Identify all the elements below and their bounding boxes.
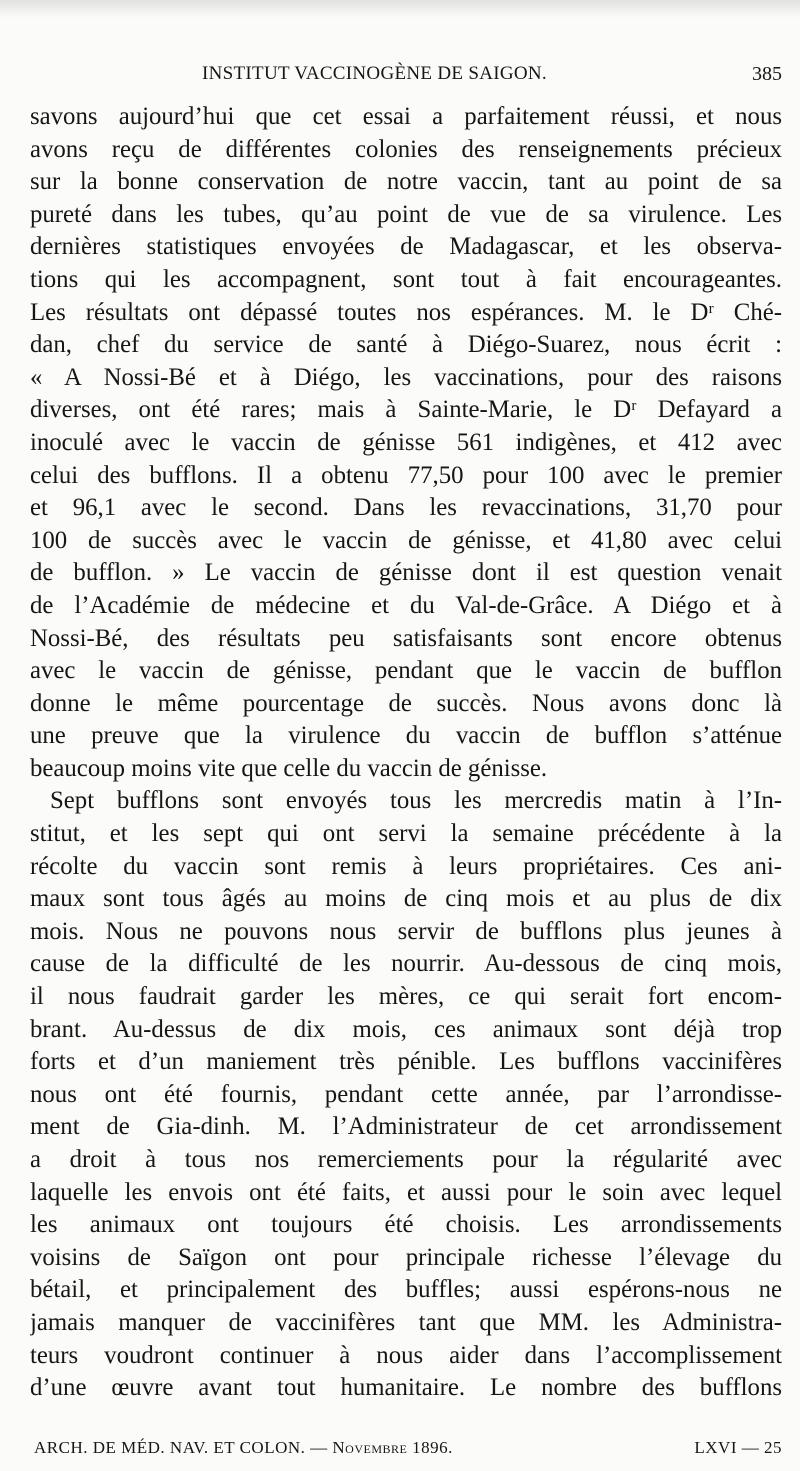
text-line: il nous faudrait garder les mères, ce qui serait fort encom-	[30, 983, 782, 1011]
text-line: une preuve que la virulence du vaccin de bufflon s’atténue	[30, 722, 782, 750]
running-title: INSTITUT VACCINOGÈNE DE SAIGON.	[202, 63, 547, 84]
text-line: voisins de Saïgon ont pour principale richesse l’élevage du	[30, 1243, 782, 1271]
text-line: Les résultats ont dépassé toutes nos espérances. M. le Dʳ Ché-	[30, 298, 782, 326]
text-line: de l’Académie de médecine et du Val-de-Grâce. A Diégo et à	[30, 591, 782, 619]
signature-mark: LXVI — 25	[694, 1438, 782, 1457]
text-line: diverses, ont été rares; mais à Sainte-Marie, le Dʳ Defayard a	[30, 396, 782, 424]
text-line-paragraph-end: beaucoup moins vite que celle du vaccin de génisse.	[30, 754, 548, 782]
text-line: dernières statistiques envoyées de Madagascar, et les observa-	[30, 233, 782, 261]
text-line: avec le vaccin de génisse, pendant que le vaccin de bufflon	[30, 657, 782, 685]
text-line: celui des bufflons. Il a obtenu 77,50 pour 100 avec le premier	[30, 461, 782, 489]
page-number: 385	[752, 63, 782, 85]
body-text	[30, 101, 782, 1405]
text-line: maux sont tous âgés au moins de cinq mois et au plus de dix	[30, 885, 782, 913]
text-line: les animaux ont toujours été choisis. Les arrondissements	[30, 1211, 782, 1239]
text-line: 100 de succès avec le vaccin de génisse, et 41,80 avec celui	[30, 526, 782, 554]
text-line: brant. Au-dessus de dix mois, ces animaux sont déjà trop	[30, 1015, 782, 1043]
text-line: a droit à tous nos remerciements pour la régularité avec	[30, 1146, 782, 1173]
text-line: forts et d’un maniement très pénible. Les bufflons vaccinifères	[30, 1048, 782, 1076]
text-line: ment de Gia-dinh. M. l’Administrateur de cet arrondissement	[30, 1113, 782, 1141]
text-line: jamais manquer de vaccinifères tant que MM. les Administra-	[30, 1308, 782, 1336]
text-line: d’une œuvre avant tout humanitaire. Le nombre des bufflons	[30, 1374, 782, 1402]
text-line: dan, chef du service de santé à Diégo-Suarez, nous écrit :	[30, 331, 782, 359]
text-line: teurs voudront continuer à nous aider dans l’accomplissement	[30, 1341, 782, 1369]
text-line: inoculé avec le vaccin de génisse 561 indigènes, et 412 avec	[30, 428, 782, 456]
text-line: de bufflon. » Le vaccin de génisse dont il est question venait	[30, 559, 782, 587]
journal-citation: ARCH. DE MÉD. NAV. ET COLON. — Novembre 1896.	[34, 1438, 453, 1457]
text-line: mois. Nous ne pouvons nous servir de bufflons plus jeunes à	[30, 917, 782, 945]
text-line: stitut, et les sept qui ont servi la semaine précédente à la	[30, 820, 782, 848]
text-line: récolte du vaccin sont remis à leurs propriétaires. Ces ani-	[30, 852, 782, 880]
text-line: et 96,1 avec le second. Dans les revaccinations, 31,70 pour	[30, 494, 782, 522]
page-header	[30, 63, 782, 93]
text-line: savons aujourd’hui que cet essai a parfaitement réussi, et nous	[30, 103, 782, 130]
text-line: Nossi-Bé, des résultats peu satisfaisants sont encore obtenus	[30, 624, 782, 652]
text-line: tions qui les accompagnent, sont tout à fait encourageantes.	[30, 265, 782, 293]
text-line: nous ont été fournis, pendant cette année, par l’arrondisse-	[30, 1080, 782, 1108]
text-line-paragraph-start: Sept bufflons sont envoyés tous les mercredis matin à l’In-	[50, 787, 782, 815]
text-line: laquelle les envois ont été faits, et aussi pour le soin avec lequel	[30, 1178, 782, 1206]
text-line: cause de la difficulté de les nourrir. Au-dessous de cinq mois,	[30, 950, 782, 978]
text-line: donne le même pourcentage de succès. Nous avons donc là	[30, 689, 782, 717]
text-line: bétail, et principalement des buffles; aussi espérons-nous ne	[30, 1276, 782, 1304]
text-line: avons reçu de différentes colonies des renseignements précieux	[30, 135, 782, 163]
text-line: pureté dans les tubes, qu’au point de vue de sa virulence. Les	[30, 200, 782, 228]
text-line: sur la bonne conservation de notre vaccin, tant au point de sa	[30, 168, 782, 196]
page-footer	[34, 1438, 782, 1462]
text-line: « A Nossi-Bé et à Diégo, les vaccinations, pour des raisons	[30, 363, 782, 391]
